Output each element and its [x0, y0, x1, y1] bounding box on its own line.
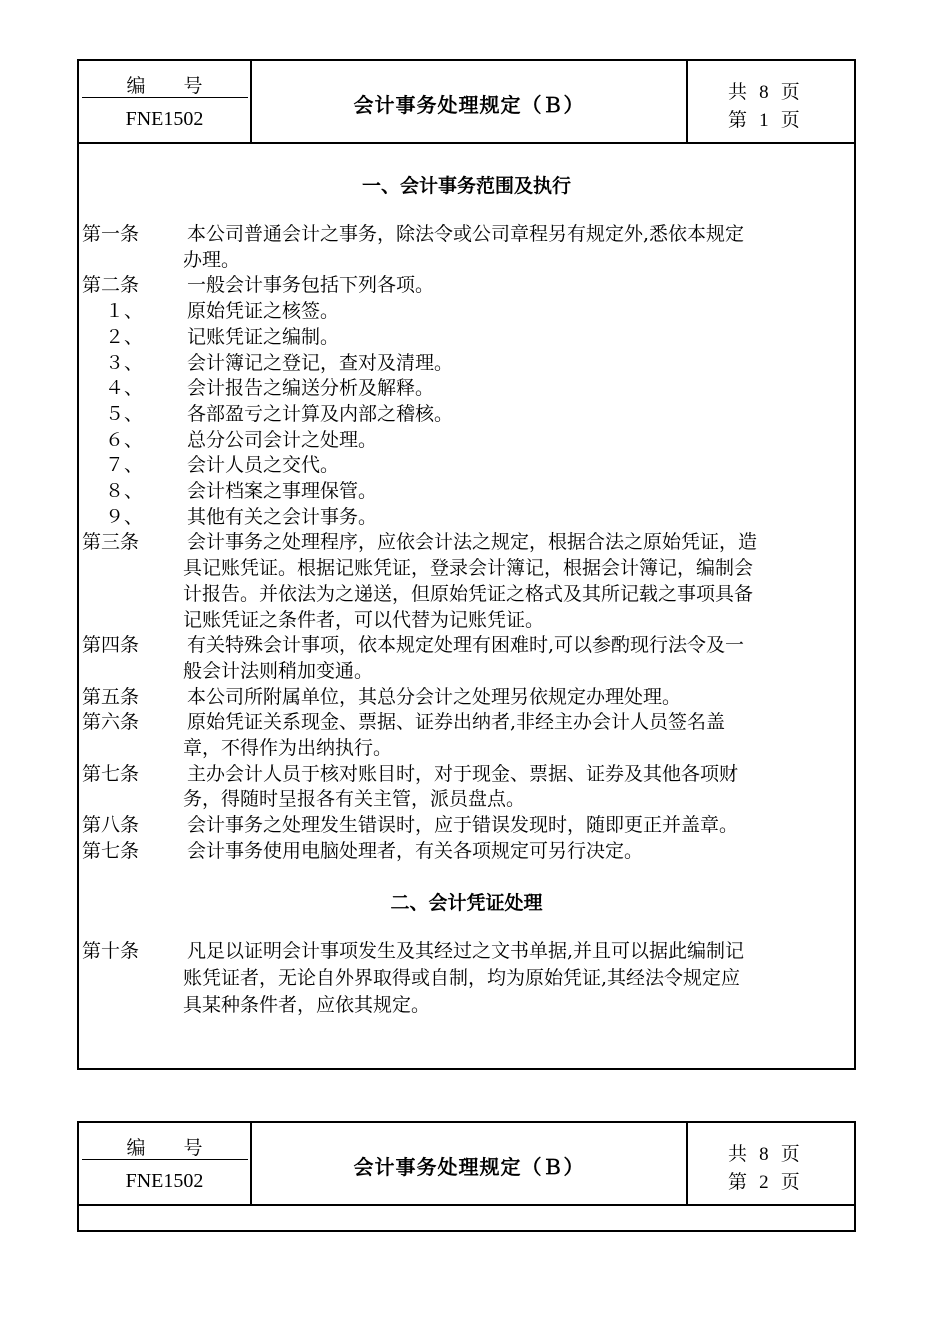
article-number: 第六条 — [82, 711, 140, 734]
section-title-1: 一、会计事务范围及执行 — [361, 175, 571, 197]
article-text-line: 会计事务之处理发生错误时，应于错误发现时，随即更正并盖章。 — [187, 814, 739, 837]
article-number: 第七条 — [82, 839, 140, 862]
article-text-line: 办理。 — [183, 248, 241, 271]
article-text-line: 有关特殊会计事项，依本规定处理有困难时,可以参酌现行法令及一 — [187, 634, 745, 657]
document-code: FNE1502 — [125, 1170, 204, 1192]
article-text-line: 会计报告之编送分析及解释。 — [187, 377, 435, 400]
article-text-line: 计报告。并依法为之递送，但原始凭证之格式及其所记载之事项具备 — [183, 582, 754, 605]
list-item-number: ４、 — [105, 377, 144, 400]
page-header — [79, 1123, 854, 1206]
article-number: 第十条 — [82, 940, 140, 962]
article-text-line: 般会计法则稍加变通。 — [183, 659, 374, 682]
article-text-line: 本公司所附属单位，其总分会计之处理另依规定办理处理。 — [187, 685, 682, 708]
article-text-line: 会计事务使用电脑处理者，有关各项规定可另行决定。 — [187, 839, 644, 862]
document-title: 会计事务处理规定（Ｂ） — [353, 93, 585, 117]
code-divider — [82, 1159, 248, 1160]
article-text-line: 主办会计人员于核对账目时，对于现金、票据、证券及其他各项财 — [187, 762, 739, 785]
code-divider — [82, 97, 248, 98]
article-text-line: 会计档案之事理保管。 — [187, 480, 378, 502]
article-text-line: 总分公司会计之处理。 — [187, 428, 378, 451]
title-cell — [252, 1123, 688, 1204]
article-number: 第八条 — [82, 814, 140, 837]
page-header — [79, 61, 854, 144]
section-title-2: 二、会计凭证处理 — [390, 892, 543, 914]
article-text-line: 记账凭证之编制。 — [187, 325, 340, 348]
article-text-line: 原始凭证之核签。 — [187, 300, 340, 323]
article-text-line: 记账凭证之条件者，可以代替为记账凭证。 — [183, 608, 545, 631]
code-label: 编 号 — [126, 75, 203, 97]
article-text-line: 会计簿记之登记，查对及清理。 — [187, 351, 454, 374]
article-text-line: 具记账凭证。根据记账凭证，登录会计簿记，根据会计簿记，编制会 — [183, 557, 754, 580]
current-page: 第 2 页 — [728, 1171, 800, 1193]
article-text-line: 具某种条件者，应依其规定。 — [183, 994, 431, 1016]
document-title: 会计事务处理规定（Ｂ） — [353, 1155, 585, 1179]
code-label: 编 号 — [126, 1137, 203, 1159]
article-text-line: 本公司普通会计之事务，除法令或公司章程另有规定外,悉依本规定 — [187, 223, 745, 245]
document-page-2 — [77, 1121, 856, 1232]
document-page-1 — [77, 59, 856, 1070]
article-text-line: 会计事务之处理程序，应依会计法之规定，根据合法之原始凭证，造 — [187, 531, 758, 554]
article-number: 第三条 — [82, 531, 140, 554]
title-cell — [252, 61, 688, 142]
total-pages: 共 8 页 — [728, 81, 800, 103]
article-number: 第五条 — [82, 685, 140, 708]
article-text-line: 账凭证者，无论自外界取得或自制，均为原始凭证,其经法令规定应 — [183, 967, 741, 989]
list-item-number: ９、 — [105, 505, 144, 528]
article-text-line: 其他有关之会计事务。 — [187, 505, 378, 528]
article-text-line: 务，得随时呈报各有关主管，派员盘点。 — [183, 788, 526, 811]
total-pages: 共 8 页 — [728, 1143, 800, 1165]
article-text-line: 各部盈亏之计算及内部之稽核。 — [187, 402, 454, 425]
page-count-cell — [688, 61, 854, 142]
list-item-number: ５、 — [105, 402, 144, 425]
article-text-line: 原始凭证关系现金、票据、证券出纳者,非经主办会计人员签名盖 — [187, 711, 726, 734]
page-count-cell — [688, 1123, 854, 1204]
document-code: FNE1502 — [125, 108, 204, 130]
article-number: 第七条 — [82, 762, 140, 785]
article-text-line: 会计人员之交代。 — [187, 454, 340, 477]
article-text-line: 凡足以证明会计事项发生及其经过之文书单据,并且可以据此编制记 — [187, 940, 745, 962]
article-text-line: 一般会计事务包括下列各项。 — [187, 274, 435, 297]
article-number: 第二条 — [82, 274, 140, 297]
list-item-number: ７、 — [105, 454, 144, 477]
list-item-number: ６、 — [105, 428, 144, 451]
list-item-number: ８、 — [105, 480, 144, 502]
current-page: 第 1 页 — [728, 109, 800, 131]
list-item-number: ３、 — [105, 351, 144, 374]
article-text-line: 章，不得作为出纳执行。 — [183, 737, 393, 759]
code-cell — [79, 61, 252, 142]
article-number: 第四条 — [82, 634, 140, 657]
list-item-number: １、 — [105, 300, 144, 323]
list-item-number: ２、 — [105, 325, 144, 348]
article-number: 第一条 — [82, 223, 140, 245]
code-cell — [79, 1123, 252, 1204]
